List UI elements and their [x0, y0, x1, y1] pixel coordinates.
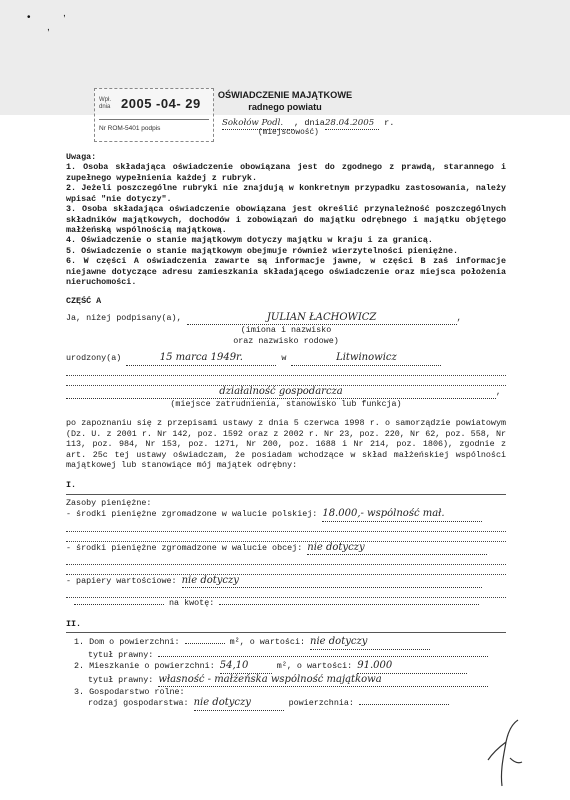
- blank-dotted-line: [66, 522, 506, 532]
- scan-mark: ,: [63, 8, 66, 19]
- dnia-label: dnia: [304, 118, 325, 128]
- blank-dotted-line: [66, 532, 506, 542]
- born-date-handwritten: 15 marca 1949r.: [126, 352, 276, 365]
- blank-dotted-line: [66, 366, 506, 376]
- part-a-heading: CZĘŚĆ A: [66, 296, 102, 307]
- mieszk-value: 91.000: [357, 660, 467, 673]
- gosp-line: 3. Gospodarstwo rolne:: [74, 686, 185, 697]
- scan-mark: •: [27, 12, 31, 23]
- legal-statement: po zapoznaniu się z przepisami ustawy z dnia 5 czerwca 1998 r. o samorządzie powiatowym (Dz. U. z 2001 r. Nr 142, poz. 1592 oraz z 2002 r. Nr 23, poz. 220, Nr 62, poz. 558, Nr 113, poz. 984, Nr 153, poz. 1271, Nr 200, poz. 1688 i Nr 214, poz. 1806), zgodnie z art. 25c tej ustawy oświadczam, że posiadam wchodzące w skład małżeńskiej wspólności majątkowej lub stanowiące mój majątek odrębny:: [66, 418, 506, 471]
- title-sub: radnego powiatu: [248, 102, 322, 113]
- title-main: OŚWIADCZENIE MAJĄTKOWE: [217, 90, 353, 100]
- foreign-line: - środki pieniężne zgromadzone w walucie obcej: nie dotyczy: [66, 542, 506, 555]
- dom-value: nie dotyczy: [310, 636, 430, 649]
- date-handwritten: 28.04.2005: [325, 118, 379, 130]
- document-body: [66, 152, 506, 711]
- place-date-line: Sokołów Podl. , dnia28.04.2005 r.: [222, 118, 395, 128]
- employment-caption: (miejsce zatrudnienia, stanowisko lub funkcja): [170, 398, 402, 409]
- uwaga-item: 1. Osoba składająca oświadczenie obowiązana jest do zgodnego z prawdą, starannego i zupełnego wypełnienia każdej z rubryk.: [66, 162, 506, 183]
- place-handwritten: Sokołów Podl.: [222, 118, 294, 130]
- uwaga-item: 2. Jeżeli poszczególne rubryki nie znajdują w konkretnym przypadku zastosowania, należy wpisać "nie dotyczy".: [66, 183, 506, 204]
- born-place-handwritten: Litwinowicz: [291, 352, 441, 365]
- stamp-date: 2005 -04- 29: [121, 96, 201, 111]
- mieszk-area: 54,10: [220, 660, 272, 673]
- stamp-label: Wpł. dnia: [99, 97, 111, 110]
- year-suffix: r.: [384, 118, 395, 128]
- born-line: urodzony(a) 15 marca 1949r. w Litwinowicz: [66, 352, 506, 365]
- name-caption: (imiona i nazwisko oraz nazwisko rodowe): [233, 325, 339, 346]
- scan-mark: ,: [47, 22, 50, 33]
- blank-dotted-line: [66, 555, 506, 565]
- section-1-heading: I.: [66, 480, 77, 491]
- papiery-value: nie dotyczy: [182, 575, 482, 588]
- place-caption: (miejscowość): [258, 129, 319, 137]
- uwaga-item: 6. W części A oświadczenia zawarte są informacje jawne, w części B zaś informacje niejawne dotyczące adresu zamieszkania składającego oświadczenie oraz miejsca położenia nieruchomości.: [66, 256, 506, 288]
- name-handwritten: JULIAN ŁACHOWICZ: [187, 312, 457, 325]
- papiery-line: - papiery wartościowe: nie dotyczy: [66, 575, 506, 588]
- mieszk-tytul: własność - małżeńska wspólność majątkowa: [158, 674, 488, 687]
- uwaga-item: 4. Oświadczenie o stanie majątkowym dotyczy majątku w kraju i za granicą.: [66, 235, 433, 246]
- employment-line: działalność gospodarcza ,: [66, 386, 506, 399]
- mieszk-tytul-line: tytuł prawny: własność - małżeńska wspólność majątkowa: [66, 674, 506, 687]
- section-divider: [66, 632, 506, 633]
- pln-value: 18.000,- wspólność mał.: [322, 508, 482, 521]
- stamp-number: Nr ROM-5401 podpis: [99, 125, 161, 132]
- uwaga-item: 3. Osoba składająca oświadczenie obowiązana jest określić przynależność poszczególnych składników majątkowych, dochodów i zobowiązań do majątku odrębnego i majątku objętego małżeńską wspólnością majątkową.: [66, 204, 506, 235]
- mieszk-line: 2. Mieszkanie o powierzchni: 54,10 m², o wartości: 91.000: [66, 660, 506, 673]
- dom-tytul-line: tytuł prawny:: [66, 650, 506, 660]
- pln-line: - środki pieniężne zgromadzone w walucie polskiej: 18.000,- wspólność mał.: [66, 508, 506, 521]
- blank-dotted-line: [66, 565, 506, 575]
- rodzaj-value: nie dotyczy: [194, 697, 284, 710]
- document-title: [205, 89, 365, 114]
- dom-line: 1. Dom o powierzchni: m², o wartości: nie dotyczy: [66, 636, 506, 649]
- rodzaj-line: rodzaj gospodarstwa: nie dotyczy powierzchnia:: [66, 697, 506, 710]
- registry-stamp: [94, 88, 214, 142]
- employment-handwritten: działalność gospodarcza: [66, 386, 496, 399]
- section-2-heading: II.: [66, 618, 82, 629]
- blank-dotted-line: [66, 588, 506, 598]
- kwote-line: na kwotę:: [66, 598, 506, 608]
- stamp-divider: [99, 119, 209, 120]
- foreign-value: nie dotyczy: [307, 542, 487, 555]
- uwaga-item: 5. Oświadczenie o stanie majątkowym obejmuje również wierzytelności pieniężne.: [66, 245, 459, 256]
- signature: [480, 718, 528, 788]
- name-line: Ja, niżej podpisany(a), JULIAN ŁACHOWICZ ,: [66, 312, 506, 325]
- section-divider: [66, 494, 506, 495]
- uwaga-heading: Uwaga:: [66, 152, 97, 162]
- zasoby-label: Zasoby pieniężne:: [66, 497, 152, 508]
- blank-dotted-line: [66, 376, 506, 386]
